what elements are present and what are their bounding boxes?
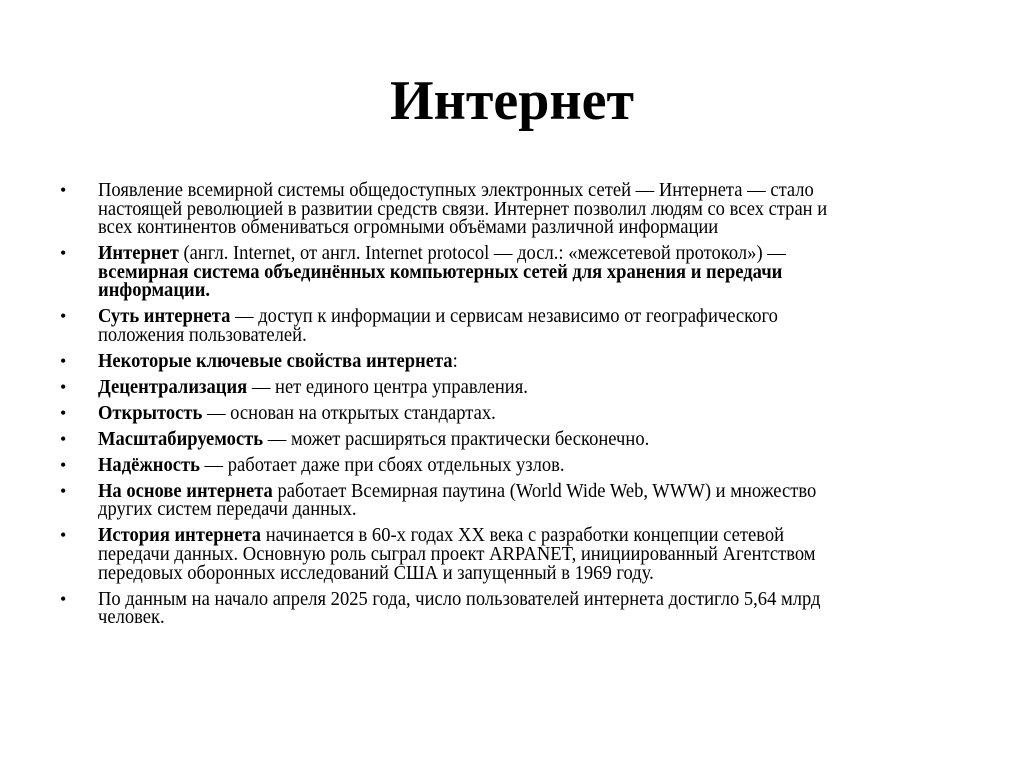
text: положения пользователей.	[98, 323, 307, 346]
bullet-item	[60, 349, 960, 372]
text-line	[98, 281, 878, 300]
text-line	[98, 349, 878, 372]
text: — доступ к информации и сервисам независимо от географического	[230, 305, 778, 328]
bullet-list	[60, 181, 960, 634]
text: настоящей революцией в развитии средств связи. Интернет позволил людям со всех стран и	[98, 197, 828, 220]
bullet-item	[60, 401, 960, 424]
text: передачи данных. Основную роль сыграл проект ARPANET, инициированный Агентством	[98, 543, 816, 566]
bullet-icon: •	[60, 588, 67, 609]
text: человек.	[98, 606, 165, 629]
bullet-item	[60, 587, 960, 629]
text-line	[98, 323, 878, 346]
text: — нет единого центра управления.	[247, 375, 528, 398]
text-line	[98, 427, 878, 450]
bold-text: Открытость	[98, 401, 203, 424]
bold-text: Масштабируемость	[98, 427, 264, 450]
text-line	[98, 587, 878, 610]
bullet-icon: •	[60, 454, 67, 475]
text: :	[452, 349, 458, 372]
text: всех континентов обмениваться огромными объёмами различной информации	[98, 216, 719, 239]
bold-text: информации.	[98, 279, 211, 302]
bold-text: всемирная система объединённых компьютерных сетей для хранения и передачи	[98, 260, 783, 283]
bullet-icon: •	[60, 480, 67, 501]
bullet-icon: •	[60, 243, 67, 264]
bullet-icon: •	[60, 402, 67, 423]
bullet-icon: •	[60, 525, 67, 546]
text: других систем передачи данных.	[98, 498, 357, 521]
bullet-item	[60, 307, 960, 344]
bullet-icon: •	[60, 306, 67, 327]
bold-text: Децентрализация	[98, 375, 248, 398]
bullet-item	[60, 181, 960, 237]
text: передовых оборонных исследований США и запущенный в 1969 году.	[98, 561, 654, 584]
text: — работает даже при сбоях отдельных узлов.	[199, 453, 565, 476]
bullet-item	[60, 453, 960, 476]
text-line	[98, 218, 878, 237]
text: Появление всемирной системы общедоступных электронных сетей — Интернета — стало	[98, 179, 814, 201]
bold-text: Некоторые ключевые свойства интернета	[98, 349, 453, 372]
text: — может расширяться практически бесконечно.	[263, 427, 650, 450]
bold-text: Интернет	[98, 242, 179, 265]
bold-text: Суть интернета	[98, 305, 231, 328]
text: начинается в 60-х годах XX века с разработки концепции сетевой	[261, 524, 785, 547]
bold-text: Надёжность	[98, 453, 200, 476]
bullet-item	[60, 526, 960, 582]
text-line	[98, 608, 878, 627]
text-line	[98, 375, 878, 398]
bullet-item	[60, 375, 960, 398]
text: — основан на открытых стандартах.	[202, 401, 496, 424]
text: По данным на начало апреля 2025 года, число пользователей интернета достигло 5,64 млрд	[98, 587, 821, 610]
text-line	[98, 401, 878, 424]
text-line	[98, 260, 878, 283]
text: (англ. Internet, от англ. Internet protocol — досл.: «межсетевой протокол») —	[178, 242, 786, 265]
bullet-item	[60, 427, 960, 450]
text-line	[98, 561, 878, 584]
bullet-item	[60, 244, 960, 300]
slide-title: Интернет	[390, 70, 634, 132]
bullet-item	[60, 479, 960, 521]
bullet-icon: •	[60, 180, 67, 200]
text: работает Всемирная паутина (World Wide Web, WWW) и множество	[272, 479, 817, 502]
bullet-icon: •	[60, 350, 67, 371]
text-line	[98, 453, 878, 476]
text-line	[98, 500, 878, 519]
bold-text: На основе интернета	[98, 479, 273, 502]
bullet-icon: •	[60, 376, 67, 397]
bold-text: История интернета	[98, 524, 262, 547]
bullet-icon: •	[60, 428, 67, 449]
